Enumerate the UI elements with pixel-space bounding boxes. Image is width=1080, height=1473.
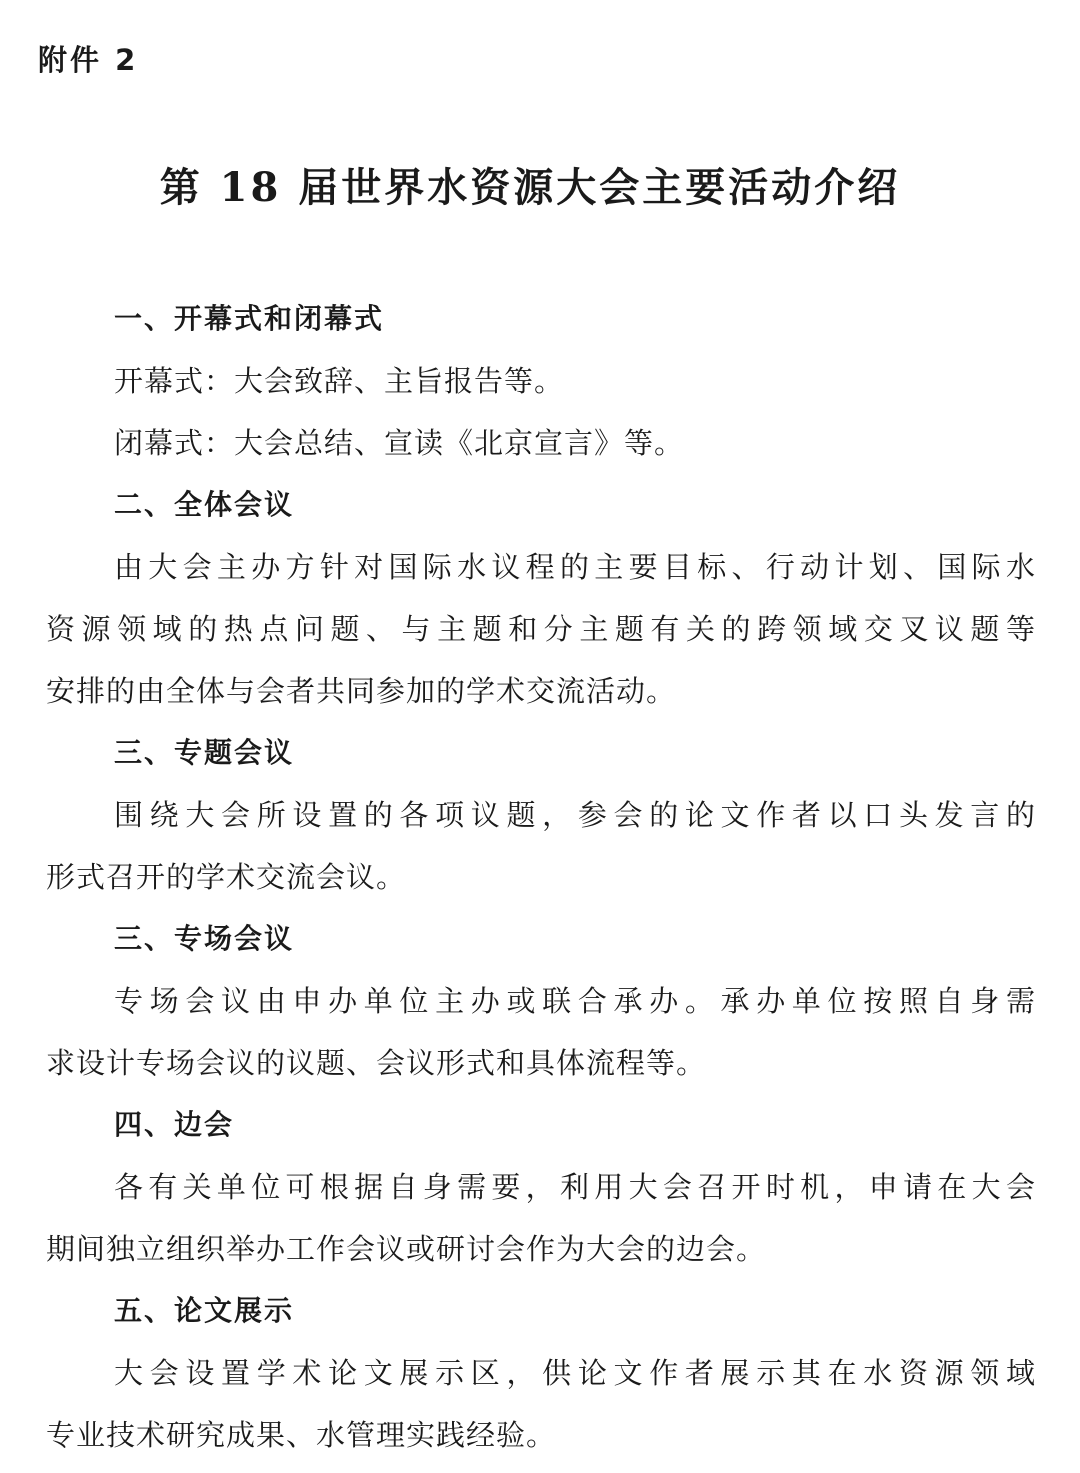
paragraph-line: 安排的由全体与会者共同参加的学术交流活动。 (46, 674, 677, 708)
document-body (46, 288, 1036, 1466)
paragraph-line: 由大会主办方针对国际水议程的主要目标、行动计划、国际水 (114, 550, 1036, 584)
document-title: 第 18 届世界水资源大会主要活动介绍 (159, 164, 901, 211)
paragraph-line: 资源领域的热点问题、与主题和分主题有关的跨领域交叉议题等 (46, 612, 1036, 646)
paragraph-line: 围绕大会所设置的各项议题，参会的论文作者以口头发言的 (114, 798, 1036, 832)
paragraph-line: 各有关单位可根据自身需要，利用大会召开时机，申请在大会 (114, 1170, 1036, 1204)
section-heading: 五、论文展示 (114, 1294, 295, 1327)
section-heading: 三、专题会议 (114, 736, 295, 769)
section-heading: 四、边会 (114, 1108, 235, 1141)
paragraph-line: 形式召开的学术交流会议。 (46, 860, 407, 894)
paragraph-line: 期间独立组织举办工作会议或研讨会作为大会的边会。 (46, 1232, 767, 1266)
paragraph-line: 专场会议由申办单位主办或联合承办。承办单位按照自身需 (114, 984, 1036, 1018)
paragraph-line: 开幕式：大会致辞、主旨报告等。 (114, 364, 565, 398)
paragraph-line: 闭幕式：大会总结、宣读《北京宣言》等。 (114, 426, 685, 460)
paragraph-line: 专业技术研究成果、水管理实践经验。 (46, 1418, 557, 1452)
section-heading: 一、开幕式和闭幕式 (114, 302, 385, 335)
section-heading: 三、专场会议 (114, 922, 295, 955)
paragraph-line: 大会设置学术论文展示区，供论文作者展示其在水资源领域 (114, 1356, 1036, 1390)
attachment-label: 附件 2 (38, 43, 139, 77)
section-heading: 二、全体会议 (114, 488, 295, 521)
paragraph-line: 求设计专场会议的议题、会议形式和具体流程等。 (46, 1046, 707, 1080)
